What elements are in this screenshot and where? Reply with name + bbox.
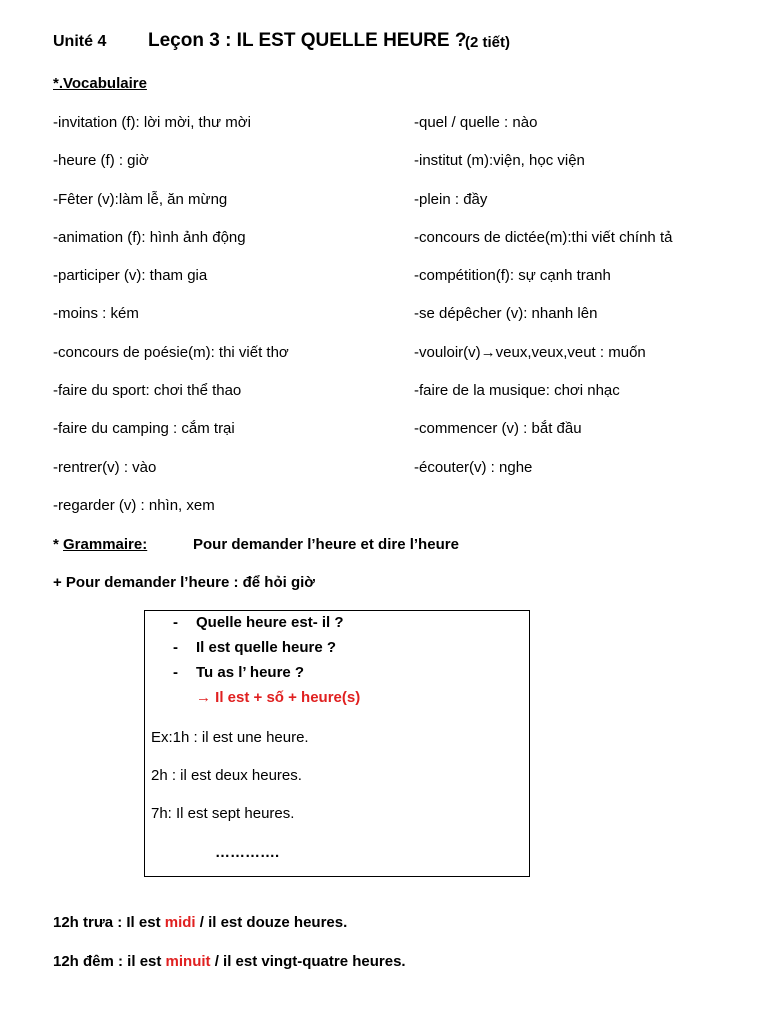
question-text: Il est quelle heure ? bbox=[196, 639, 337, 656]
noon-line bbox=[53, 914, 347, 931]
example-line: 7h: Il est sept heures. bbox=[151, 805, 295, 822]
vocab-item: -faire du sport: chơi thể thao bbox=[53, 382, 242, 400]
formula-line: → Il est + số + heure(s) bbox=[196, 689, 361, 706]
vocabulary-left-column bbox=[53, 113, 289, 534]
noon-word: midi bbox=[164, 914, 196, 931]
midnight-line bbox=[53, 953, 406, 970]
vocab-item: -regarder (v) : nhìn, xem bbox=[53, 496, 215, 514]
question-line bbox=[173, 614, 344, 631]
vocabulary-heading: *.Vocabulaire bbox=[53, 75, 147, 92]
vocab-item: -plein : đầy bbox=[414, 190, 488, 208]
lesson-title: Leçon 3 : IL EST QUELLE HEURE ? bbox=[148, 30, 467, 51]
vocab-item: -concours de dictée(m):thi viết chính tả bbox=[414, 228, 673, 246]
vocab-item: -quel / quelle : nào bbox=[414, 114, 538, 131]
vocab-item: -écouter(v) : nghe bbox=[414, 458, 533, 476]
noon-suffix: / il est douze heures. bbox=[195, 914, 348, 931]
vocab-item: -commencer (v) : bắt đầu bbox=[414, 420, 582, 438]
bullet-dash: - bbox=[173, 614, 178, 631]
midnight-suffix: / il est vingt-quatre heures. bbox=[210, 953, 406, 970]
vocab-item: -Fêter (v):làm lễ, ăn mừng bbox=[53, 190, 228, 208]
ask-time-line: + Pour demander l’heure : để hỏi giờ bbox=[53, 574, 315, 591]
ellipsis: …………. bbox=[215, 844, 280, 861]
periods-label: (2 tiết) bbox=[465, 34, 510, 51]
example-line: 2h : il est deux heures. bbox=[151, 767, 302, 784]
question-line bbox=[173, 639, 336, 656]
bullet-dash: - bbox=[173, 664, 178, 681]
vocab-item: -animation (f): hình ảnh động bbox=[53, 228, 246, 246]
vocab-item: -concours de poésie(m): thi viết thơ bbox=[53, 343, 289, 361]
midnight-word: minuit bbox=[165, 953, 211, 970]
vocab-item: -invitation (f): lời mời, thư mời bbox=[53, 114, 251, 131]
question-text: Quelle heure est- il ? bbox=[196, 614, 344, 631]
vocab-item: -faire de la musique: chơi nhạc bbox=[414, 382, 620, 400]
noon-prefix: 12h trưa : Il est bbox=[53, 914, 165, 931]
question-line bbox=[173, 664, 304, 681]
bullet-dash: - bbox=[173, 639, 178, 656]
midnight-prefix: 12h đêm : il est bbox=[53, 953, 166, 970]
title-row bbox=[53, 30, 510, 51]
vocab-item: -heure (f) : giờ bbox=[53, 152, 149, 170]
example-line: Ex:1h : il est une heure. bbox=[151, 729, 309, 746]
vocabulary-right-column bbox=[414, 113, 672, 496]
vocab-item: -moins : kém bbox=[53, 305, 139, 323]
grammar-box bbox=[144, 610, 530, 877]
vocab-item: -rentrer(v) : vào bbox=[53, 458, 157, 476]
vocab-item: -vouloir(v)→veux,veux,veut : muốn bbox=[414, 343, 646, 361]
vocab-item: -compétition(f): sự cạnh tranh bbox=[414, 267, 611, 285]
grammar-heading-row bbox=[53, 536, 147, 553]
vocab-item: -se dépêcher (v): nhanh lên bbox=[414, 305, 598, 323]
question-text: Tu as l’ heure ? bbox=[196, 664, 305, 681]
grammar-subtitle: Pour demander l’heure et dire l’heure bbox=[193, 536, 459, 553]
grammar-star: * bbox=[53, 536, 64, 553]
vocab-item: -institut (m):viện, học viện bbox=[414, 152, 585, 170]
grammar-heading: Grammaire: bbox=[63, 536, 148, 553]
vocab-item: -participer (v): tham gia bbox=[53, 267, 208, 285]
vocab-item: -faire du camping : cắm trại bbox=[53, 420, 235, 438]
unit-label: Unité 4 bbox=[53, 33, 107, 50]
